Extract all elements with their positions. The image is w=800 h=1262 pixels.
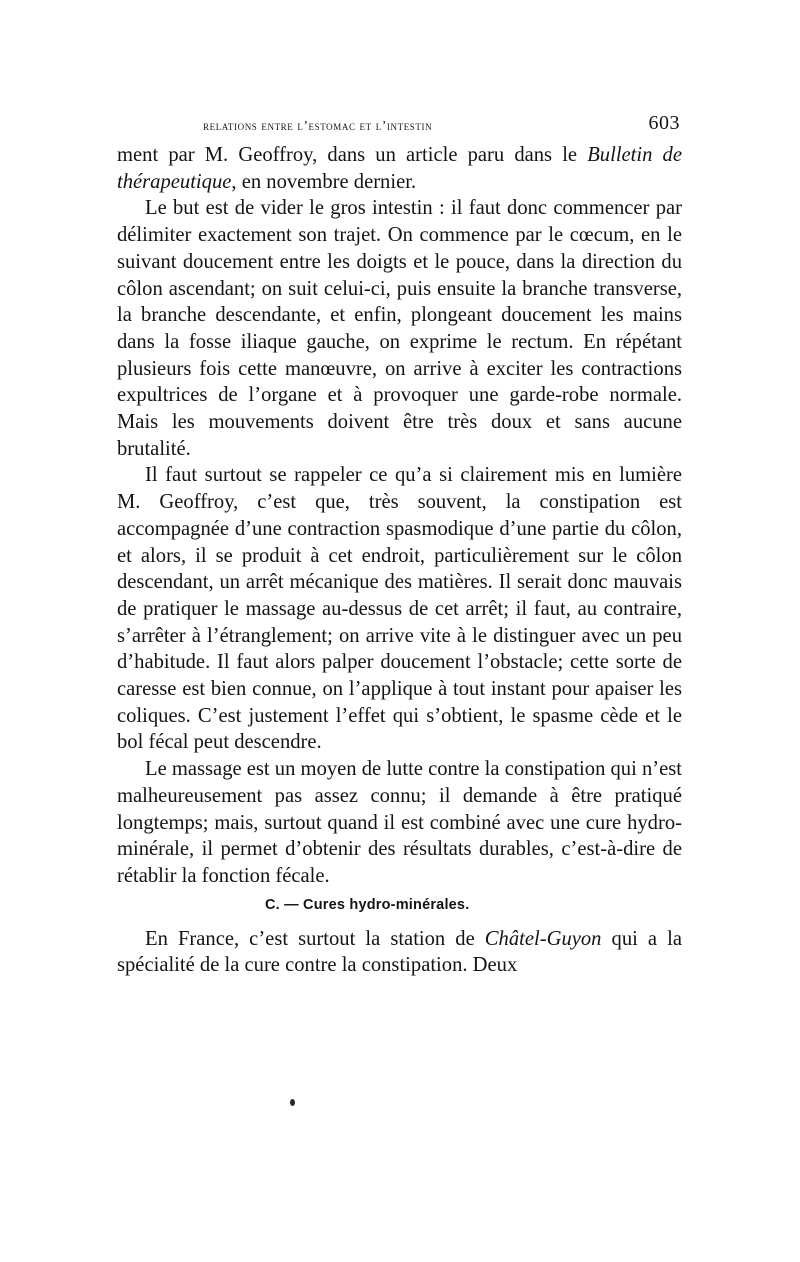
paragraph-text: , en novembre dernier. — [231, 170, 417, 193]
running-head — [117, 108, 682, 136]
paragraph-text: qui a la spécialité de la cure contre la constipation. Deux — [117, 927, 682, 977]
running-title: relations entre l’estomac et l’intestin — [203, 118, 433, 133]
section-heading: C. — Cures hydro-minérales. — [265, 896, 470, 913]
paragraph: Il faut surtout se rappeler ce qu’a si clairement mis en lumière M. Geoffroy, c’est que, très souvent, la constipation est accompagnée d’une contraction spasmodique d’une partie du côlon, et alors, il se produit à cet endroit, particulièrement sur le côlon descendant, un arrêt mécanique des matières. Il serait donc mauvais de pratiquer le massage au-dessus de cet arrêt; il faut, au contraire, s’arrêter à l’étranglement; on arrive vite à le distinguer avec un peu d’habitude. Il faut alors palper doucement l’obstacle; cette sorte de caresse est bien connue, on l’applique à tout instant pour apaiser les coliques. C’est justement l’effet qui s’obtient, le spasme cède et le bol fécal peut descendre. — [117, 464, 682, 754]
paragraph: Le massage est un moyen de lutte contre la constipation qui n’est malheureusement pas assez connu; il demande à être pratiqué longtemps; mais, surtout quand il est combiné avec une cure hydro-minérale, il permet d’obtenir des résultats durables, c’est-à-dire de rétablir la fonction fécale. — [117, 758, 683, 887]
paragraph-text: ment par M. Geoffroy, dans un article paru dans le — [117, 144, 588, 166]
journal-title: Bulletin de thérapeutique — [117, 144, 682, 193]
paragraph: Le but est de vider le gros intestin : il faut donc commencer par délimiter exactement son trajet. On commence par le cœcum, en le suivant doucement entre les doigts et le pouce, dans la direction du côlon ascendant; on suit celui-ci, puis ensuite la branche transverse, la branche descendante, et enfin, plongeant doucement les mains dans la fosse iliaque gauche, on exprime le rectum. En répétant plusieurs fois cette manœuvre, on arrive à exciter les contractions expultrices de l’organe et à provoquer une garde-robe normale. Mais les mouvements doivent être très doux et sans aucune brutalité. — [117, 197, 682, 460]
place-name: Châtel-Guyon — [484, 927, 602, 950]
body-text — [117, 142, 682, 979]
page-number: 603 — [648, 112, 680, 134]
paragraph-continued — [117, 142, 682, 195]
ink-dot-mark — [290, 1099, 295, 1106]
book-page — [117, 108, 682, 979]
paragraph — [117, 926, 682, 979]
paragraph-text: En France, c’est surtout la station de — [145, 927, 485, 950]
